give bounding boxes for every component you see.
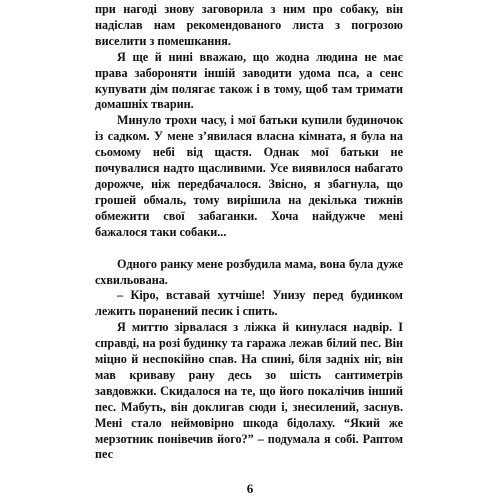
paragraph: – Кіро, вставай хутчіше! Унизу перед будинком лежить поранений песик і спить. xyxy=(95,288,403,319)
paragraph: Я миттю зірвалася з ліжка й кинулася надвір. І справді, на розі будинку та гаража лежав білий пес. Він міцно й неспокійно спав. На спині, біля задніх ніг, він мав криваву рану десь зо шість сантиметрів завдовжки. Скидалося на те, що його покалічив інший пес. Мабуть, він доклигав сюди і, знесилений, заснув. Мені стало неймовірно шкода бідолаху. “Який же мерзотник понівечив його?” – подумала я собі. Раптом пес xyxy=(95,320,403,462)
book-page xyxy=(95,2,403,463)
paragraph: Я ще й нині вважаю, що жодна людина не має права забороняти іншій заводити удома пса, а сенс купувати дім полягає також і в тому, щоб там тримати домашніх тварин. xyxy=(95,49,403,112)
section-break xyxy=(95,241,403,257)
paragraph: Минуло трохи часу, і мої батьки купили будиночок із садком. У мене з’явилася власна кімната, я була на сьомому небі від щастя. Однак мої батьки не почувалися надто щасливими. Усе виявилося набагато дорожче, ніж передбачалося. Звісно, я збагнула, що грошей обмаль, тому вирішила на декілька тижнів обмежити свої забаганки. Хоча найдужче мені бажалося таки собаки... xyxy=(95,113,403,239)
page-number: 6 xyxy=(246,481,254,496)
paragraph: Одного ранку мене розбудила мама, вона була дуже схвильована. xyxy=(95,256,403,287)
paragraph: при нагоді знову заговорила з ним про собаку, він надіслав нам рекомендованого листа з погрозою виселити з помешкання. xyxy=(95,2,403,48)
